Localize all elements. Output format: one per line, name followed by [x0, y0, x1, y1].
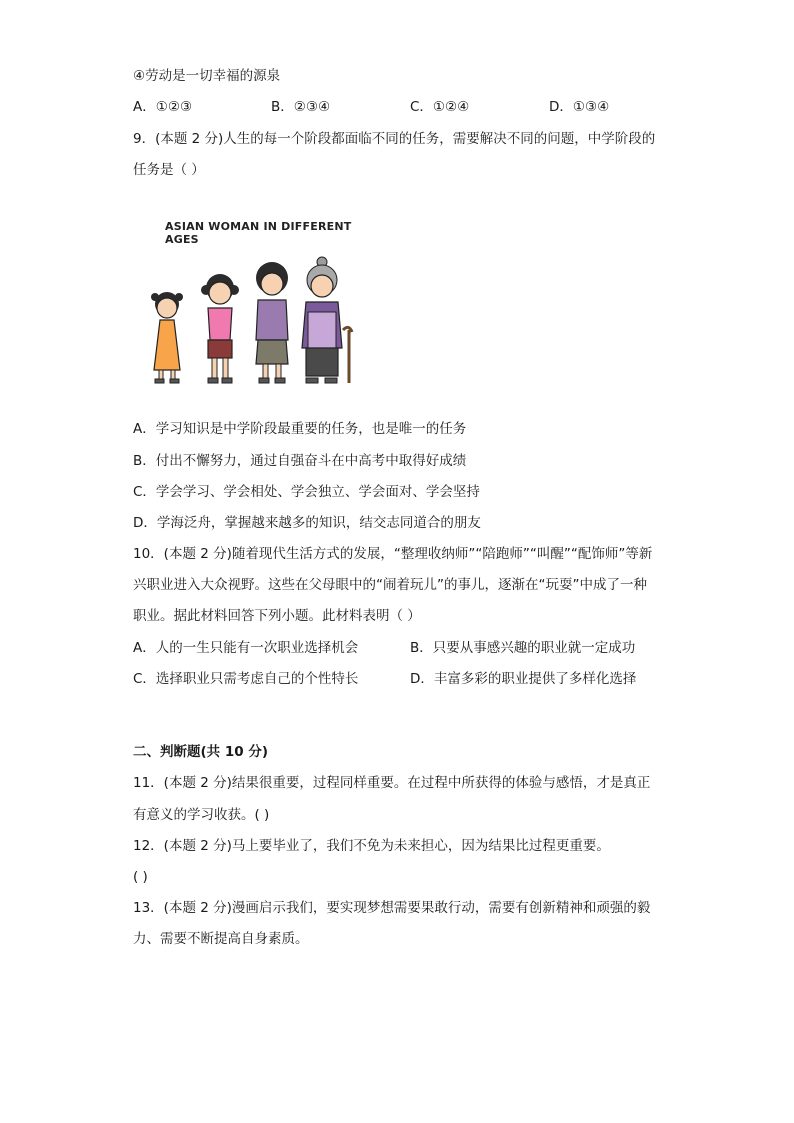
q9-option-a: A．学习知识是中学阶段最重要的任务，也是唯一的任务: [133, 421, 467, 437]
q9-option-d: D．学海泛舟，掌握越来越多的知识，结交志同道合的朋友: [133, 515, 481, 531]
q9-stem-line1: 9．(本题 2 分)人生的每一个阶段都面临不同的任务，需要解决不同的问题，中学阶段的: [133, 131, 656, 147]
q12-line2: ( ): [133, 869, 148, 885]
q12-line1: 12．(本题 2 分)马上要毕业了，我们不免为未来担心，因为结果比过程更重要。: [133, 838, 610, 854]
q10-stem-line3: 职业。据此材料回答下列小题。此材料表明（ ）: [133, 608, 421, 624]
q10-option-b: B．只要从事感兴趣的职业就一定成功: [410, 640, 636, 656]
q8-option-d: D．①③④: [549, 99, 610, 115]
q10-option-d: D．丰富多彩的职业提供了多样化选择: [410, 671, 637, 687]
q10-stem-line2: 兴职业进入大众视野。这些在父母眼中的“闹着玩儿”的事儿，逐渐在“玩耍”中成了一种: [133, 577, 647, 593]
women-ages-illustration: [140, 212, 380, 392]
child-figure: [151, 292, 183, 383]
q13-line2: 力、需要不断提高自身素质。: [133, 931, 309, 947]
q11-line1: 11．(本题 2 分)结果很重要，过程同样重要。在过程中所获得的体验与感悟，才是真正: [133, 775, 651, 791]
q8-item-4: ④劳动是一切幸福的源泉: [133, 68, 281, 84]
grandma-figure: [302, 257, 352, 383]
q9-stem-line2: 任务是（ ）: [133, 162, 205, 178]
q10-stem-line1: 10．(本题 2 分)随着现代生活方式的发展，“整理收纳师”“陪跑师”“叫醒”“配饰师”等新: [133, 546, 653, 562]
q11-line2: 有意义的学习收获。( ): [133, 807, 270, 823]
woman-figure: [256, 262, 288, 383]
q10-option-c: C．选择职业只需考虑自己的个性特长: [133, 671, 359, 687]
girl-figure: [201, 274, 239, 383]
q8-option-a: A．①②③: [133, 99, 193, 115]
q8-option-b: B．②③④: [271, 99, 331, 115]
q10-option-a: A．人的一生只能有一次职业选择机会: [133, 640, 359, 656]
q8-option-c: C．①②④: [410, 99, 470, 115]
q9-option-c: C．学会学习、学会相处、学会独立、学会面对、学会坚持: [133, 484, 480, 500]
q13-line1: 13．(本题 2 分)漫画启示我们，要实现梦想需要果敢行动，需要有创新精神和顽强的毅: [133, 900, 651, 916]
section-title-judgement: 二、判断题(共 10 分): [133, 744, 269, 760]
figure-title: ASIAN WOMAN IN DIFFERENT AGES: [165, 220, 352, 246]
q9-option-b: B．付出不懈努力，通过自强奋斗在中高考中取得好成绩: [133, 453, 467, 469]
